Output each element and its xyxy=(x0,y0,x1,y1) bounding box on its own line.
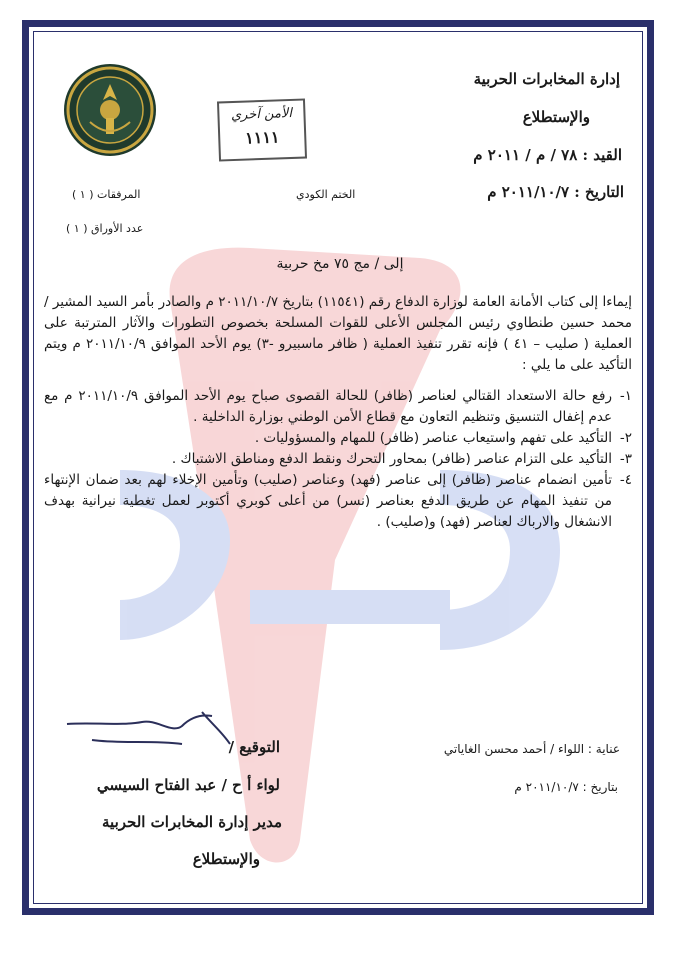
department-name-line2: والإستطلاع xyxy=(522,108,590,126)
attention-line: عناية : اللواء / أحمد محسن الغاياتي xyxy=(443,742,620,756)
list-item xyxy=(44,428,632,449)
signature-label: التوقيع / xyxy=(228,738,280,756)
document-date: التاريخ : ٢٠١١/١٠/٧ م xyxy=(487,183,624,201)
stamp-text: الأمن آخري xyxy=(230,105,293,124)
list-item-text: التأكيد على التزام عناصر (ظافر) بمحاور التحرك ونقط الدفع ومناطق الاشتباك . xyxy=(171,451,612,467)
list-item-number: ١- xyxy=(619,388,632,404)
reference-number: القيد : ٧٨ / م / ٢٠١١ م xyxy=(473,146,622,164)
list-item xyxy=(44,449,632,470)
list-item xyxy=(44,470,632,533)
signatory-title-line2: والإستطلاع xyxy=(192,850,260,868)
list-item-text: رفع حالة الاستعداد القتالي لعناصر (ظافر) للحالة القصوى صباح يوم الأحد الموافق ٢٠١١/١٠/٩ م مع عدم إغفال التنسيق وتنظيم التعاون مع قطاع الأمن الوطني بوزارة الداخلية . xyxy=(44,388,612,425)
handwritten-signature-icon xyxy=(62,704,232,754)
list-item-text: تأمين انضمام عناصر (ظافر) إلى عناصر (فهد) وعناصر (صليب) وتأمين الإخلاء لهم بعد ضمان الإنتهاء من تنفيذ المهام عن طريق الدفع بعناصر (نسر) من أعلى كوبري أكتوبر لعمل تغطية نيرانية بهدف الانشغال والارباك لعناصر (فهد) و(صليب) . xyxy=(44,472,612,530)
list-item-number: ٢- xyxy=(619,430,632,446)
code-stamp-label: الختم الكودي xyxy=(296,188,356,201)
list-item-number: ٣- xyxy=(619,451,632,467)
list-item-text: التأكيد على تفهم واستيعاب عناصر (ظافر) للمهام والمسؤوليات . xyxy=(254,430,612,446)
list-item-number: ٤- xyxy=(619,472,632,488)
military-intelligence-seal-icon xyxy=(60,60,160,160)
signatory-name: لواء أ ح / عبد الفتاح السيسي xyxy=(96,776,280,794)
footer-date: بتاريخ : ٢٠١١/١٠/٧ م xyxy=(514,780,618,794)
department-name: إدارة المخابرات الحربية xyxy=(473,70,620,88)
classification-stamp xyxy=(217,98,307,161)
pages-count: عدد الأوراق ( ١ ) xyxy=(66,222,144,235)
body-intro: إيماءا إلى كتاب الأمانة العامة لوزارة الدفاع رقم (١١٥٤١) بتاريخ ٢٠١١/١٠/٧ م والصادر بأمر السيد المشير / محمد حسين طنطاوي رئيس المجلس الأعلى للقوات المسلحة بخصوص التطورات والآثار المترتبة على العملية ( صليب – ٤١ ) فإنه تقرر تنفيذ العملية ( ظافر ماسبيرو -٣) يوم الأحد الموافق ٢٠١١/١٠/٩ م ويتم التأكيد على ما يلي : xyxy=(44,294,632,373)
document-body xyxy=(44,292,632,533)
list-item xyxy=(44,386,632,428)
attachments-count: المرفقات ( ١ ) xyxy=(72,188,141,201)
recipient: إلى / مج ٧٥ مخ حربية xyxy=(276,256,404,272)
signatory-title: مدير إدارة المخابرات الحربية xyxy=(102,813,282,831)
stamp-number: ١١١١ xyxy=(244,127,280,148)
